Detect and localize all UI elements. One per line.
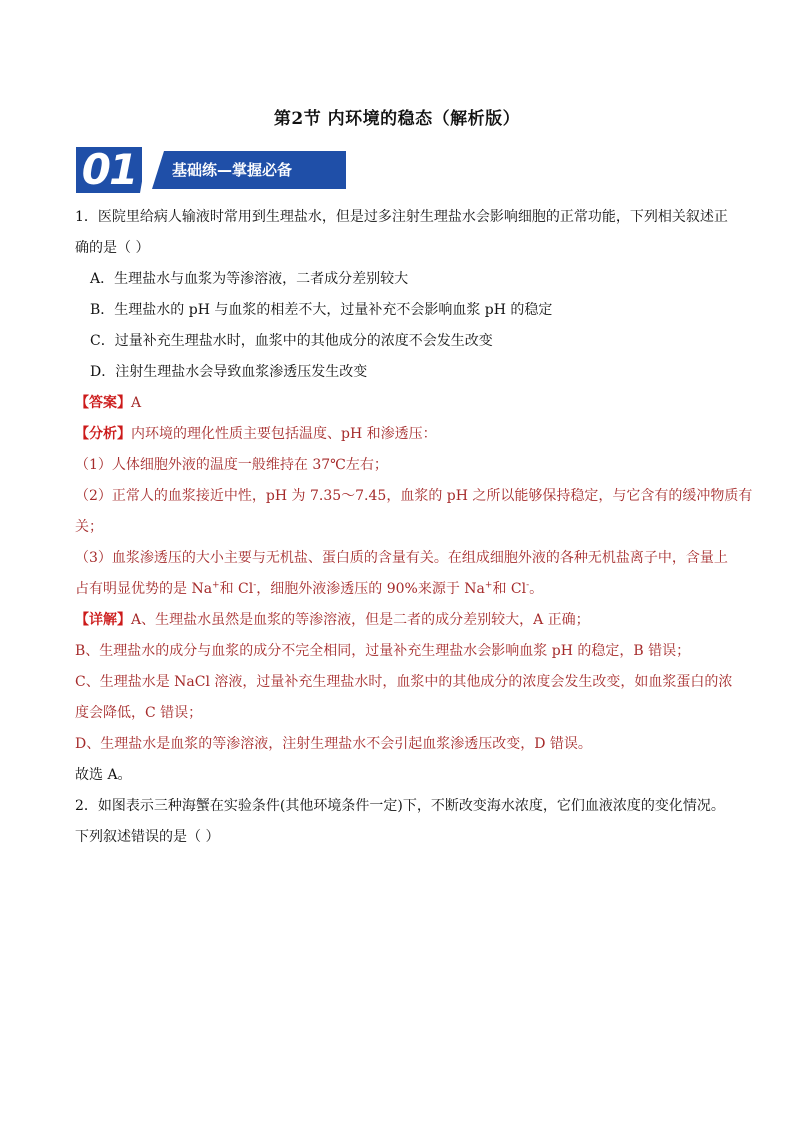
q1-stem-line2: 确的是（ ） xyxy=(75,240,150,256)
q2-stem-line1: 2．如图表示三种海蟹在实验条件(其他环境条件一定)下，不断改变海水浓度，它们血液浓度的变化情况。 xyxy=(75,798,725,814)
q1-option-c: C．过量补充生理盐水时，血浆中的其他成分的浓度不会发生改变 xyxy=(90,333,493,349)
section-number: 01 xyxy=(76,147,142,193)
q1-detail-d: D、生理盐水是血浆的等渗溶液，注射生理盐水不会引起血浆渗透压改变，D 错误。 xyxy=(75,736,592,752)
q1-answer xyxy=(75,388,725,419)
detail-tag: 【详解】 xyxy=(75,612,131,628)
superscript-minus: - xyxy=(526,580,530,591)
superscript-plus: + xyxy=(212,580,220,591)
analysis-text: 内环境的理化性质主要包括温度、pH 和渗透压： xyxy=(131,426,437,442)
q1-stem-line1: 1．医院里给病人输液时常用到生理盐水，但是过多注射生理盐水会影响细胞的正常功能，下列相关叙述正 xyxy=(75,209,728,225)
q1-option-d: D．注射生理盐水会导致血浆渗透压发生改变 xyxy=(90,364,368,380)
answer-value: A xyxy=(131,395,142,411)
text-segment: 和 Cl xyxy=(492,581,527,597)
q1-detail-c-line1: C、生理盐水是 NaCl 溶液，过量补充生理盐水时，血浆中的其他成分的浓度会发生改变，如血浆蛋白的浓 xyxy=(75,674,733,690)
analysis-point-1: （1）人体细胞外液的温度一般维持在 37℃左右； xyxy=(75,457,388,473)
analysis-point-3-line1: （3）血浆渗透压的大小主要与无机盐、蛋白质的含量有关。在组成细胞外液的各种无机盐离子中，含量上 xyxy=(75,550,728,566)
q2-stem-line2: 下列叙述错误的是（ ） xyxy=(75,829,220,845)
document-body xyxy=(75,202,753,853)
superscript-plus: + xyxy=(484,580,493,591)
analysis-point-3-line2 xyxy=(75,574,725,605)
text-segment: ，细胞外液渗透压的 90%来源于 Na xyxy=(256,581,485,597)
q1-option-a: A．生理盐水与血浆为等渗溶液，二者成分差别较大 xyxy=(90,271,409,287)
analysis-tag: 【分析】 xyxy=(75,426,131,442)
text-segment: 占有明显优势的是 Na xyxy=(75,581,213,597)
page-title: 第2节 内环境的稳态（解析版） xyxy=(273,109,521,129)
superscript-minus: - xyxy=(253,580,257,591)
section-title: 基础练—掌握必备 xyxy=(172,161,293,179)
q1-detail-c-line2: 度会降低，C 错误； xyxy=(75,705,203,721)
q1-option-b: B．生理盐水的 pH 与血浆的相差不大，过量补充不会影响血浆 pH 的稳定 xyxy=(90,302,553,318)
detail-a-text: A、生理盐水虽然是血浆的等渗溶液，但是二者的成分差别较大，A 正确； xyxy=(131,612,590,628)
answer-tag: 【答案】 xyxy=(75,395,131,411)
q1-detail-a xyxy=(75,605,725,636)
q1-conclusion: 故选 A。 xyxy=(75,767,132,783)
analysis-point-2-line1: （2）正常人的血浆接近中性，pH 为 7.35～7.45，血浆的 pH 之所以能够保持稳定，与它含有的缓冲物质有 xyxy=(75,488,753,504)
text-segment: 。 xyxy=(529,581,544,597)
q1-analysis xyxy=(75,419,725,450)
analysis-point-2-line2: 关； xyxy=(75,519,103,535)
section-banner xyxy=(76,147,346,193)
text-segment: 和 Cl xyxy=(219,581,254,597)
q1-detail-b: B、生理盐水的成分与血浆的成分不完全相同，过量补充生理盐水会影响血浆 pH 的稳定，B 错误； xyxy=(75,643,691,659)
